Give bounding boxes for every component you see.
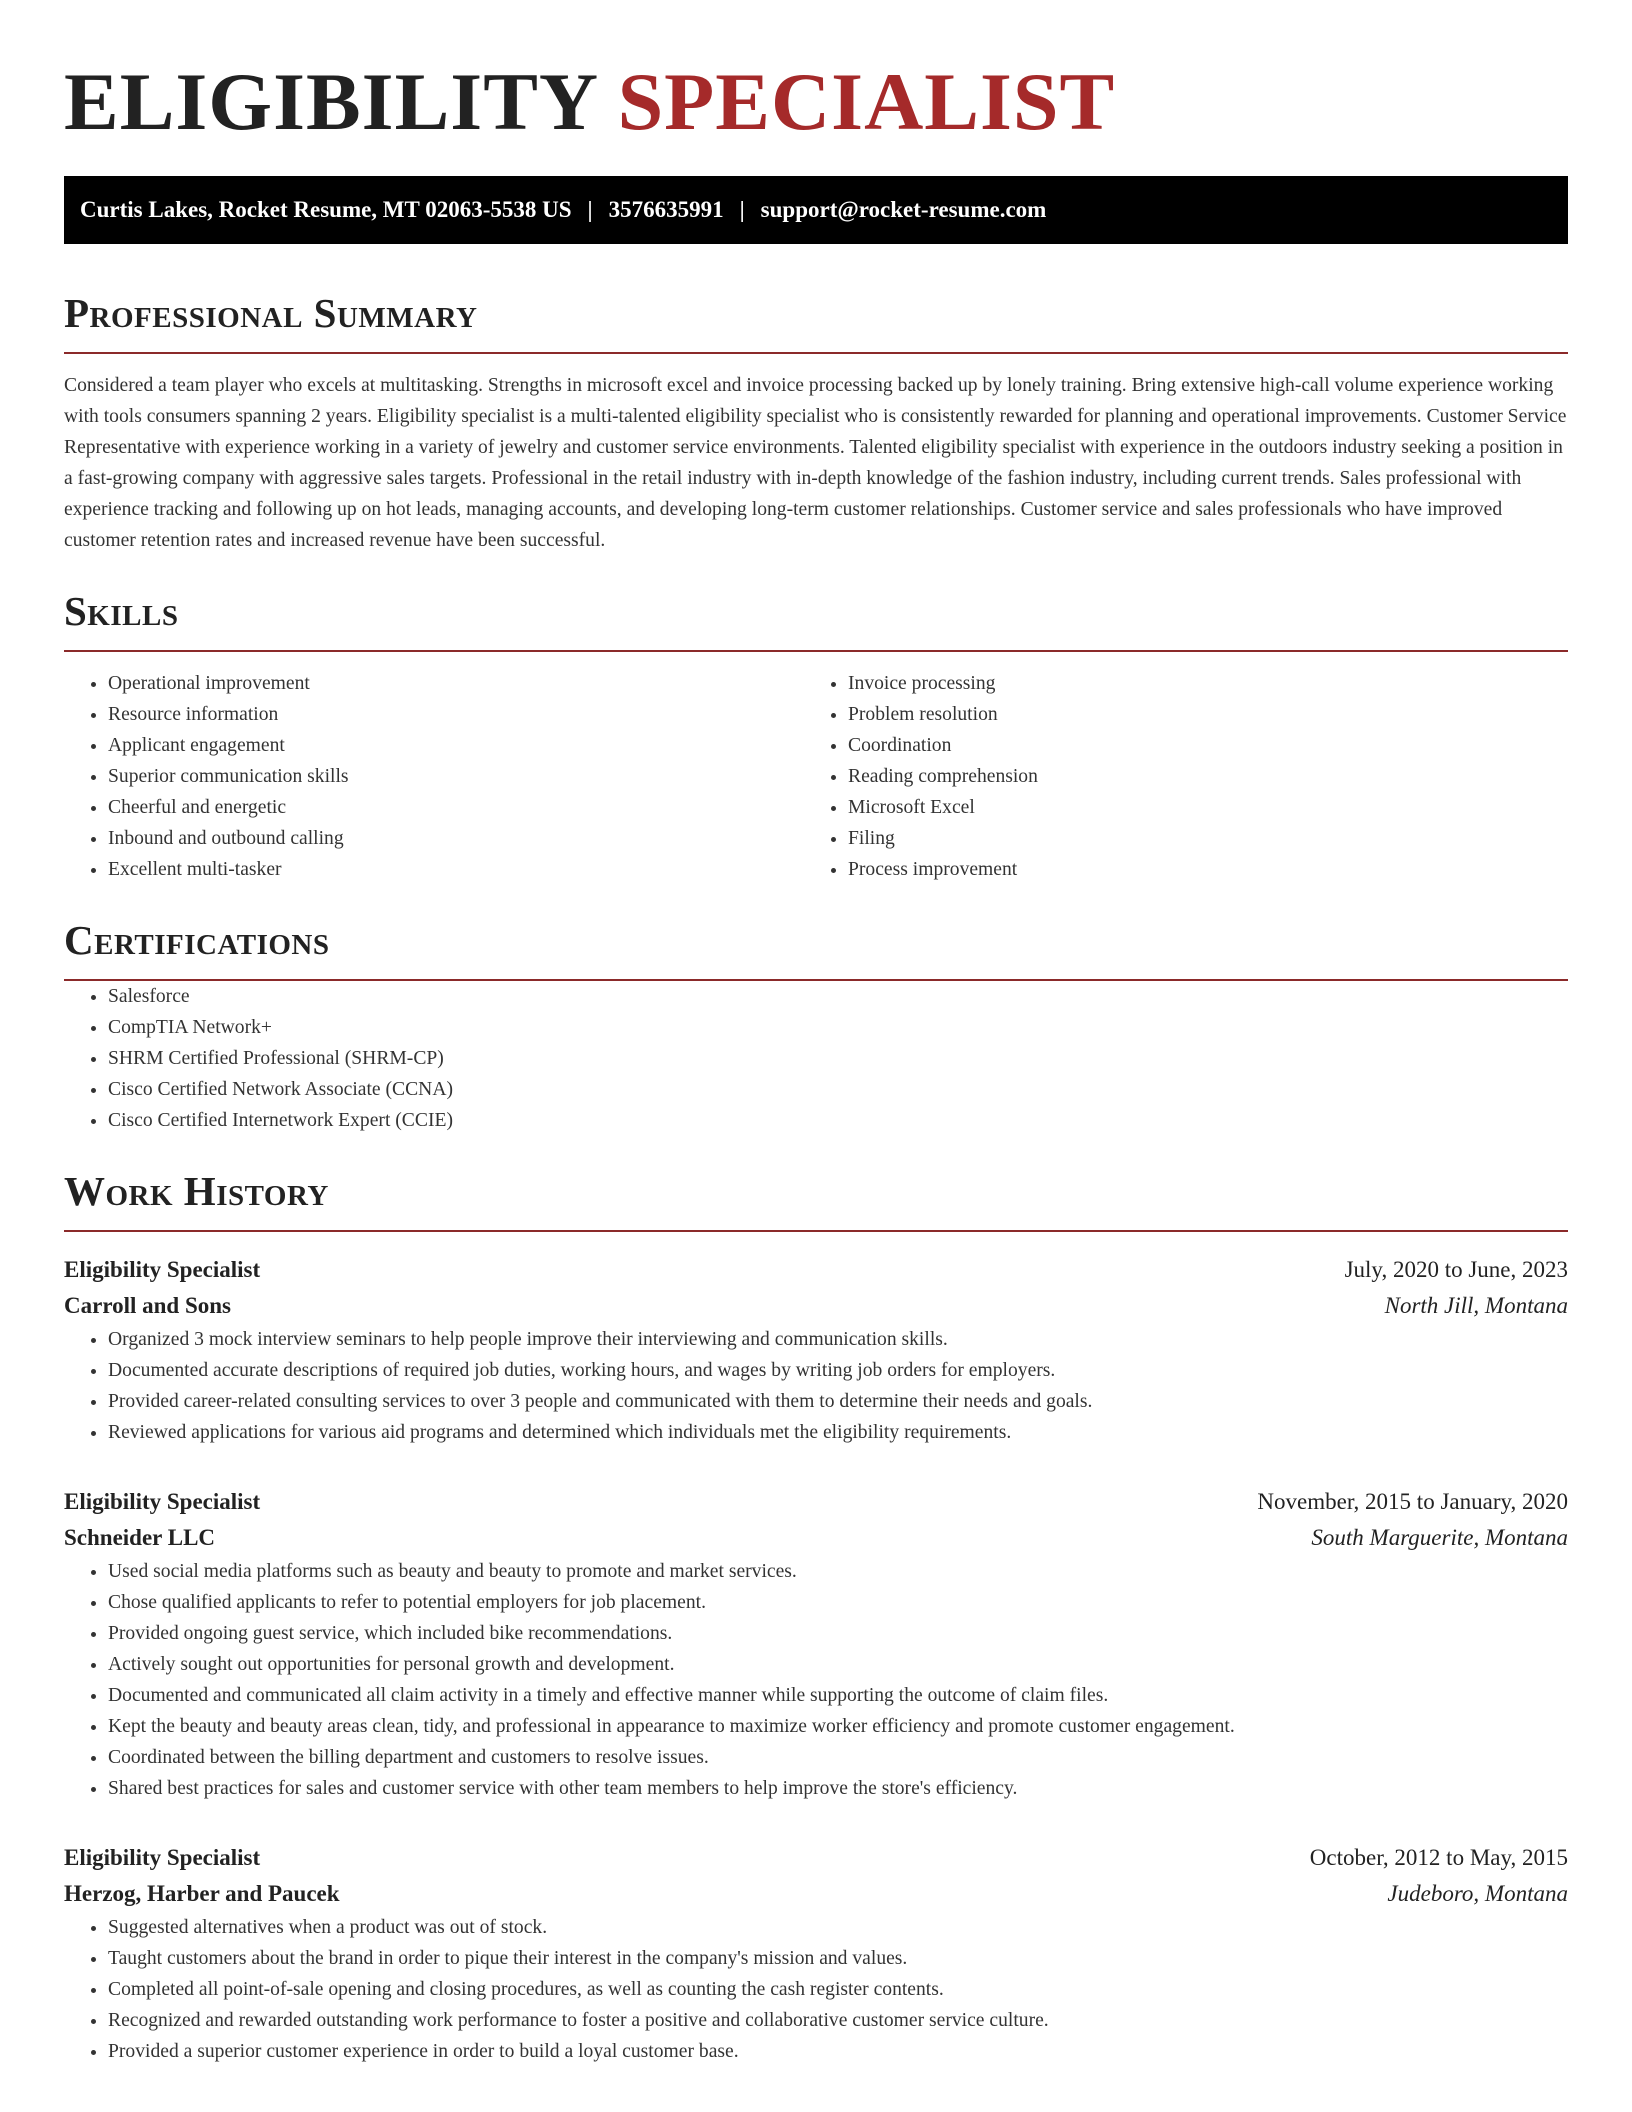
resume-title — [64, 52, 1568, 152]
job-bullet: • Completed all point-of-sale opening and closing procedures, as well as counting the cash register contents. — [108, 1974, 1568, 2005]
skill-item: • Filing — [848, 823, 1544, 854]
skills-heading: Skills — [64, 588, 179, 634]
skill-item: • Superior communication skills — [108, 761, 804, 792]
job-dates: July, 2020 to June, 2023 — [1344, 1257, 1568, 1282]
skill-item: • Microsoft Excel — [848, 792, 1544, 823]
contact-email: support@rocket-resume.com — [760, 197, 1047, 222]
skills-column-right — [804, 668, 1544, 885]
job-header-row — [64, 1840, 1568, 1876]
job-location: North Jill, Montana — [1384, 1293, 1568, 1318]
summary-text: Considered a team player who excels at multitasking. Strengths in microsoft excel and invoice processing backed up by lonely training. Bring extensive high-call volume experience working with tools consumers spanning 2 years. Eligibility specialist is a multi-talented eligibility specialist who is consistently rewarded for planning and operational improvements. Customer Service Representative with experience working in a variety of jewelry and customer service environments. Talented eligibility specialist with experience in the outdoors industry seeking a position in a fast-growing company with aggressive sales targets. Professional in the retail industry with in-depth knowledge of the fashion industry, including current trends. Sales professional with experience tracking and following up on hot leads, managing accounts, and developing long-term customer relationships. Customer service and sales professionals who have improved customer retention rates and increased revenue have been successful. — [64, 375, 1567, 551]
job-dates: November, 2015 to January, 2020 — [1257, 1489, 1568, 1514]
certification-item: • CompTIA Network+ — [108, 1012, 1568, 1043]
job-bullets — [64, 1912, 1568, 2067]
contact-separator: | — [739, 197, 745, 222]
skill-item: • Process improvement — [848, 854, 1544, 885]
skill-item: • Operational improvement — [108, 668, 804, 699]
job-company: Carroll and Sons — [64, 1293, 232, 1318]
job-company: Herzog, Harber and Paucek — [64, 1881, 340, 1906]
certification-item: • Cisco Certified Internetwork Expert (CCIE) — [108, 1105, 1568, 1136]
job-bullet: • Coordinated between the billing department and customers to resolve issues. — [108, 1742, 1568, 1773]
job-bullet: • Provided ongoing guest service, which included bike recommendations. — [108, 1618, 1568, 1649]
job-header-row — [64, 1252, 1568, 1288]
job-location: South Marguerite, Montana — [1311, 1525, 1568, 1550]
job-company: Schneider LLC — [64, 1525, 216, 1550]
contact-phone: 3576635991 — [608, 197, 724, 222]
certification-item: • SHRM Certified Professional (SHRM-CP) — [108, 1043, 1568, 1074]
job-entry — [64, 1840, 1568, 2067]
job-title: Eligibility Specialist — [64, 1489, 261, 1514]
title-part-1: ELIGIBILITY — [64, 56, 597, 147]
skill-item: • Applicant engagement — [108, 730, 804, 761]
job-bullet: • Recognized and rewarded outstanding work performance to foster a positive and collaborative customer service culture. — [108, 2005, 1568, 2036]
certification-item: • Cisco Certified Network Associate (CCNA) — [108, 1074, 1568, 1105]
job-bullet: • Documented and communicated all claim activity in a timely and effective manner while supporting the outcome of claim files. — [108, 1680, 1568, 1711]
job-company-row — [64, 1520, 1568, 1556]
job-title: Eligibility Specialist — [64, 1845, 261, 1870]
job-entry — [64, 1252, 1568, 1448]
contact-address: Curtis Lakes, Rocket Resume, MT 02063-5538 US — [80, 197, 572, 222]
certification-item: • Salesforce — [108, 981, 1568, 1012]
job-company-row — [64, 1876, 1568, 1912]
contact-bar — [64, 176, 1568, 244]
skills-grid — [64, 668, 1568, 885]
section-divider — [64, 352, 1568, 354]
job-bullet: • Provided career-related consulting services to over 3 people and communicated with them to determine their needs and goals. — [108, 1386, 1568, 1417]
skills-list-right — [804, 668, 1544, 885]
job-bullets — [64, 1324, 1568, 1448]
skill-item: • Problem resolution — [848, 699, 1544, 730]
skill-item: • Excellent multi-tasker — [108, 854, 804, 885]
certifications-heading: Certifications — [64, 917, 330, 963]
skill-item: • Reading comprehension — [848, 761, 1544, 792]
job-header-row — [64, 1484, 1568, 1520]
job-bullet: • Suggested alternatives when a product was out of stock. — [108, 1912, 1568, 1943]
skill-item: • Invoice processing — [848, 668, 1544, 699]
certifications-list — [64, 981, 1568, 1136]
section-divider — [64, 650, 1568, 652]
job-entry — [64, 1484, 1568, 1804]
job-bullet: • Shared best practices for sales and customer service with other team members to help improve the store's efficiency. — [108, 1773, 1568, 1804]
skills-column-left — [64, 668, 804, 885]
skill-item: • Coordination — [848, 730, 1544, 761]
work-history-heading: Work History — [64, 1168, 329, 1214]
contact-separator: | — [587, 197, 593, 222]
job-title: Eligibility Specialist — [64, 1257, 261, 1282]
job-bullet: • Chose qualified applicants to refer to potential employers for job placement. — [108, 1587, 1568, 1618]
job-bullets — [64, 1556, 1568, 1804]
job-bullet: • Reviewed applications for various aid programs and determined which individuals met the eligibility requirements. — [108, 1417, 1568, 1448]
job-bullet: • Documented accurate descriptions of required job duties, working hours, and wages by writing job orders for employers. — [108, 1355, 1568, 1386]
summary-heading: Professional Summary — [64, 290, 478, 336]
skill-item: • Cheerful and energetic — [108, 792, 804, 823]
job-bullet: • Actively sought out opportunities for personal growth and development. — [108, 1649, 1568, 1680]
job-bullet: • Kept the beauty and beauty areas clean, tidy, and professional in appearance to maximize worker efficiency and promote customer engagement. — [108, 1711, 1568, 1742]
job-bullet: • Organized 3 mock interview seminars to help people improve their interviewing and communication skills. — [108, 1324, 1568, 1355]
skills-list-left — [64, 668, 804, 885]
skill-item: • Inbound and outbound calling — [108, 823, 804, 854]
title-part-2: SPECIALIST — [617, 56, 1116, 147]
section-divider — [64, 1230, 1568, 1232]
job-location: Judeboro, Montana — [1387, 1881, 1568, 1906]
skill-item: • Resource information — [108, 699, 804, 730]
job-bullet: • Taught customers about the brand in order to pique their interest in the company's mission and values. — [108, 1943, 1568, 1974]
job-dates: October, 2012 to May, 2015 — [1309, 1845, 1568, 1870]
job-company-row — [64, 1288, 1568, 1324]
job-bullet: • Provided a superior customer experience in order to build a loyal customer base. — [108, 2036, 1568, 2067]
job-bullet: • Used social media platforms such as beauty and beauty to promote and market services. — [108, 1556, 1568, 1587]
